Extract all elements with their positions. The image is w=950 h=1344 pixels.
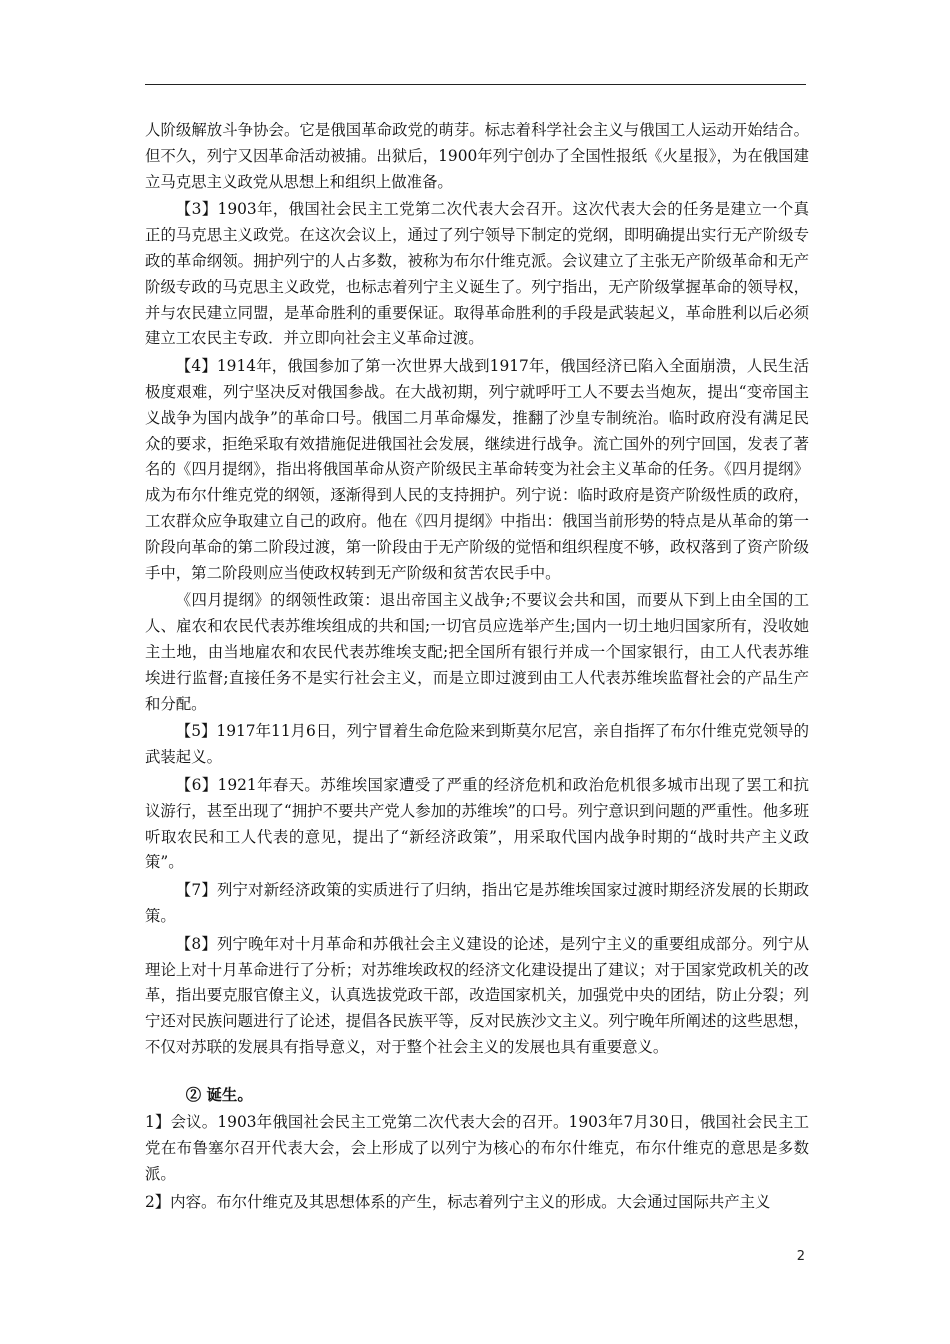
- page-number: 2: [796, 1249, 805, 1264]
- section-title-birth: ② 诞生。: [185, 1085, 253, 1104]
- header-rule: [145, 84, 806, 85]
- paragraph-birth-2: 2】内容。布尔什维克及其思想体系的产生，标志着列宁主义的形成。大会通过国际共产主义: [145, 1192, 771, 1211]
- paragraph-april-theses-policy: 《四月提纲》的纲领性政策：退出帝国主义战争;不要议会共和国，而要从下到上由全国的工人、雇农和农民代表苏维埃组成的共和国;一切官员应选举产生;国内一切土地归国家所有，没收她主土地，由当地雇农和农民代表苏维埃支配;把全国所有银行并成一个国家银行，由工人代表苏维埃进行监督;直接任务不是实行社会主义，而是立即过渡到由工人代表苏维埃监督社会的产品生产和分配。: [145, 591, 809, 713]
- paragraph-birth-1: 1】会议。1903年俄国社会民主工党第二次代表大会的召开。1903年7月30日，俄国社会民主工党在布鲁塞尔召开代表大会，会上形成了以列宁为核心的布尔什维克，布尔什维克的意思是多数派。: [145, 1113, 809, 1184]
- paragraph-3: 【3】1903年，俄国社会民主工党第二次代表大会召开。这次代表大会的任务是建立一个真正的马克思主义政党。在这次会议上，通过了列宁领导下制定的党纲，即明确提出实行无产阶级专政的革命纲领。拥护列宁的人占多数，被称为布尔什维克派。会议建立了主张无产阶级革命和无产阶级专政的马克思主义政党，也标志着列宁主义诞生了。列宁指出，无产阶级掌握革命的领导权，并与农民建立同盟，是革命胜利的重要保证。取得革命胜利的手段是武装起义，革命胜利以后必须建立工农民主专政．并立即向社会主义革命过渡。: [145, 200, 809, 348]
- paragraph-5: 【5】1917年11月6日，列宁冒着生命危险来到斯莫尔尼宫，亲自指挥了布尔什维克党领导的武装起义。: [145, 722, 809, 767]
- paragraph-7: 【7】列宁对新经济政策的实质进行了归纳，指出它是苏维埃国家过渡时期经济发展的长期政策。: [145, 881, 809, 925]
- document-body: [145, 118, 809, 1218]
- paragraph-8: 【8】列宁晚年对十月革命和苏俄社会主义建设的论述，是列宁主义的重要组成部分。列宁从理论上对十月革命进行了分析；对苏维埃政权的经济文化建设提出了建议；对于国家党政机关的改革，指出要克服官僚主义，认真选拔党政干部，改造国家机关，加强党中央的团结，防止分裂；列宁还对民族问题进行了论述，提倡各民族平等，反对民族沙文主义。列宁晚年所阐述的这些思想，不仅对苏联的发展具有指导意义，对于整个社会主义的发展也具有重要意义。: [145, 934, 809, 1056]
- paragraph-6: 【6】1921年春天。苏维埃国家遭受了严重的经济危机和政治危机很多城市出现了罢工和抗议游行，甚至出现了“拥护不要共产党人参加的苏维埃”的口号。列宁意识到问题的严重性。他多班听取农民和工人代表的意见，提出了“新经济政策”，用采取代国内战争时期的“战时共产主义政策”。: [145, 775, 809, 872]
- paragraph-4: 【4】1914年，俄国参加了第一次世界大战到1917年，俄国经济已陷入全面崩溃，人民生活极度艰难，列宁坚决反对俄国参战。在大战初期，列宁就呼吁工人不要去当炮灰，提出“变帝国主义战争为国内战争”的革命口号。俄国二月革命爆发，推翻了沙皇专制统治。临时政府没有满足民众的要求，拒绝采取有效措施促进俄国社会发展，继续进行战争。流亡国外的列宁回国，发表了著名的《四月提纲》，指出将俄国革命从资产阶级民主革命转变为社会主义革命的任务。《四月提纲》成为布尔什维克党的纲领，逐渐得到人民的支持拥护。列宁说：临时政府是资产阶级性质的政府，工农群众应争取建立自己的政府。他在《四月提纲》中指出：俄国当前形势的特点是从革命的第一阶段向革命的第二阶段过渡，第一阶段由于无产阶级的觉悟和组织程度不够，政权落到了资产阶级手中，第二阶段则应当使政权转到无产阶级和贫苦农民手中。: [145, 357, 809, 582]
- paragraph-continuation: 人阶级解放斗争协会。它是俄国革命政党的萌芽。标志着科学社会主义与俄国工人运动开始结合。但不久，列宁又因革命活动被捕。出狱后，1900年列宁创办了全国性报纸《火星报》，为在俄国建立马克思主义政党从思想上和组织上做准备。: [145, 121, 809, 191]
